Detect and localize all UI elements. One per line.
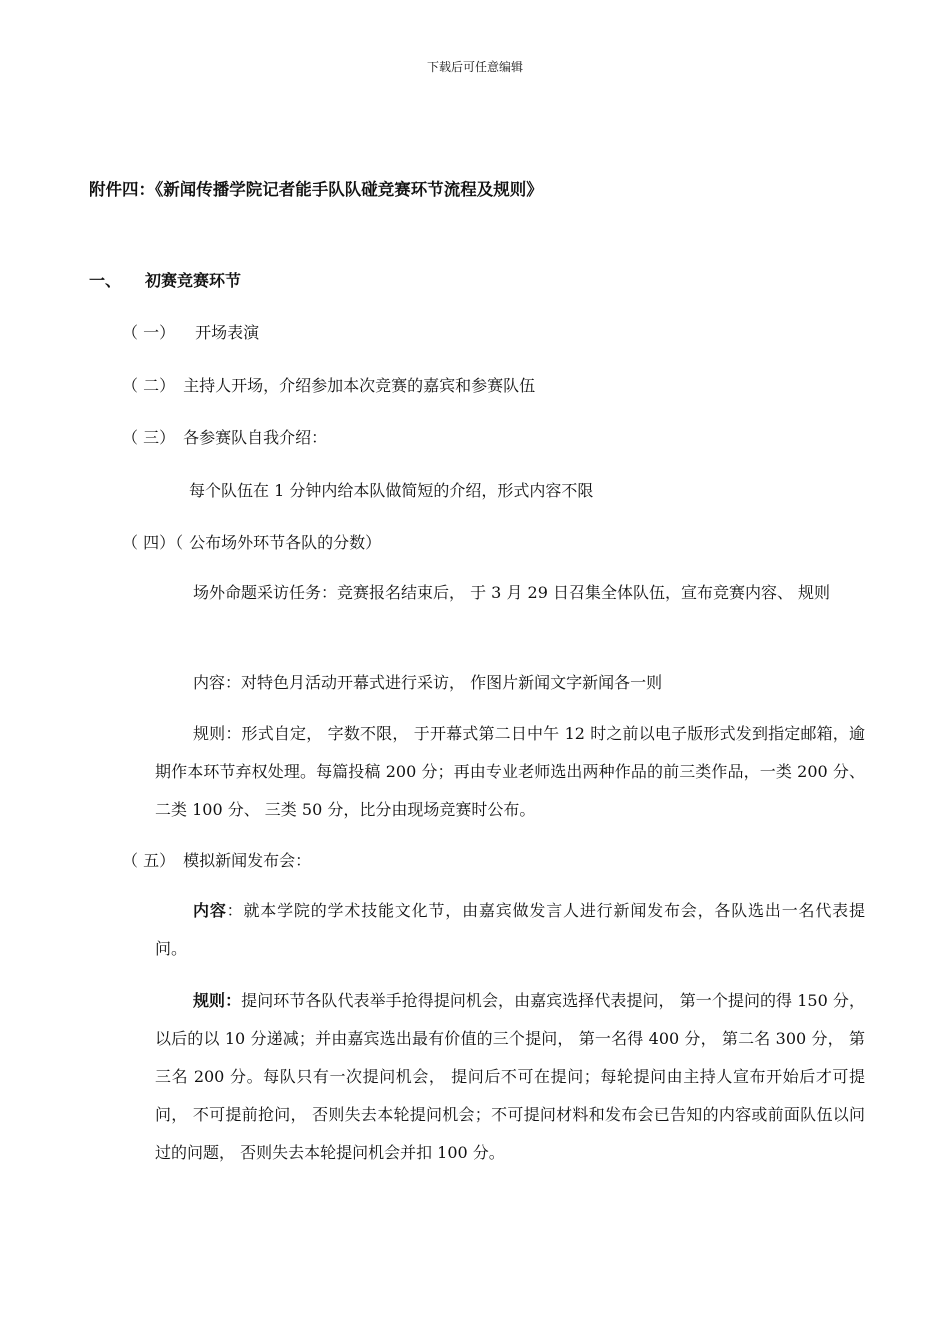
document-title: 附件四：《新闻传播学院记者能手队队碰竞赛环节流程及规则》 [89, 180, 543, 199]
list-item [122, 425, 327, 448]
paragraph-content [155, 892, 865, 968]
list-item [122, 320, 259, 343]
item-marker: （ 一） [122, 323, 176, 342]
section-number: 一、 [89, 271, 122, 290]
item-marker: （ 三） [122, 428, 176, 447]
item-text: 开场表演 [195, 323, 260, 342]
paragraph-rules [155, 982, 865, 1172]
item-text: 模拟新闻发布会： [183, 851, 312, 870]
paragraph-rules: 规则：形式自定， 字数不限， 于开幕式第二日中午 12 时之前以电子版形式发到指定邮箱，逾期作本环节弃权处理。每篇投稿 200 分；再由专业老师选出两种作品的前三类作品，一类 200 分、 二类 100 分、 三类 50 分，比分由现场竞赛时公布。 [155, 724, 865, 819]
page-header: 下载后可任意编辑 [426, 60, 523, 74]
list-item [122, 848, 311, 871]
item-marker: （ 二） [122, 376, 176, 395]
item-text: 各参赛队自我介绍： [183, 428, 328, 447]
item-text: 主持人开场，介绍参加本次竞赛的嘉宾和参赛队伍 [183, 376, 536, 395]
content-text: ：就本学院的学术技能文化节，由嘉宾做发言人进行新闻发布会，各队选出一名代表提问。 [155, 901, 865, 958]
rules-label: 规则： [193, 991, 242, 1010]
section-heading-text: 初赛竞赛环节 [145, 271, 242, 290]
section-heading [89, 268, 241, 291]
paragraph-content: 内容：对特色月活动开幕式进行采访， 作图片新闻文字新闻各一则 [193, 673, 663, 692]
rules-text: 提问环节各队代表举手抢得提问机会，由嘉宾选择代表提问， 第一个提问的得 150 分， 以后的以 10 分递减；并由嘉宾选出最有价值的三个提问， 第一名得 400 分， 第二名 300 分， 第三名 200 分。每队只有一次提问机会， 提问后不可在提问；每轮提问由主持人宣布开始后才可提问， 不可提前抢问， 否则失去本轮提问机会；不可提问材料和发布会已告知的内容或前面队伍以问过的问题， 否则失去本轮提问机会并扣 100 分。 [155, 991, 865, 1162]
list-item [122, 373, 535, 396]
item-detail: 每个队伍在 1 分钟内给本队做简短的介绍，形式内容不限 [189, 481, 594, 500]
item-text: 公布场外环节各队的分数） [189, 533, 382, 552]
item-marker: （ 四）（ [122, 533, 184, 552]
list-item [122, 530, 381, 553]
item-marker: （ 五） [122, 851, 176, 870]
content-label: 内容 [193, 901, 227, 920]
paragraph-task: 场外命题采访任务：竞赛报名结束后， 于 3 月 29 日召集全体队伍，宣布竞赛内容、 规则 [193, 583, 831, 602]
